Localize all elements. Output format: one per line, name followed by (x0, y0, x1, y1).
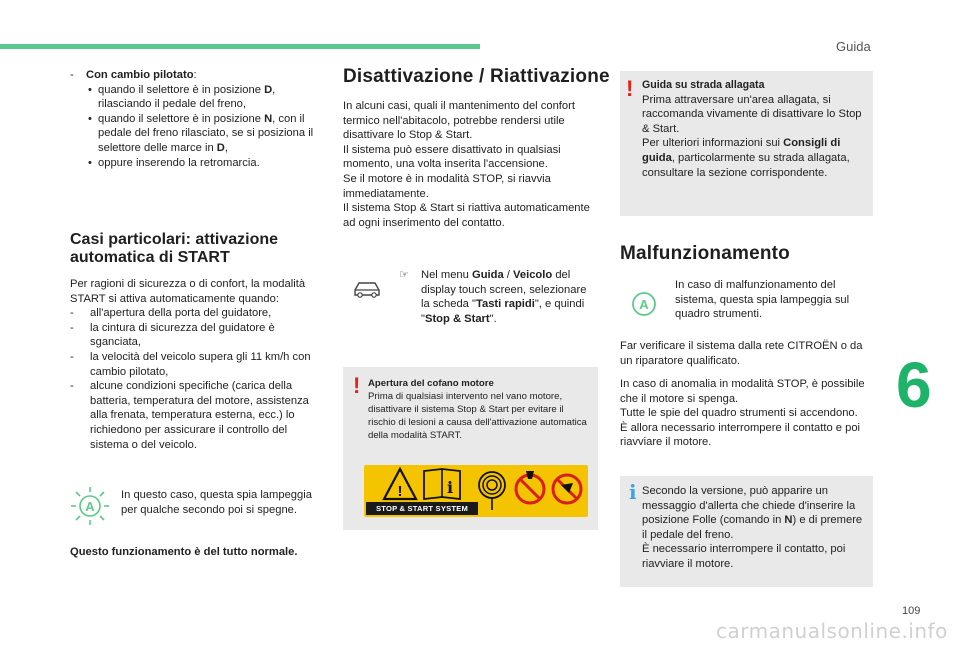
piloted-title: Con cambio pilotato (86, 69, 194, 81)
list-item: all'apertura della porta del guidatore, (90, 307, 272, 320)
list-item: la cintura di sicurezza del guidatore è sganciata, (90, 321, 275, 349)
special-cases-heading: Casi particolari: attivazione automatica di START (70, 231, 279, 266)
warning-icon: ! (626, 76, 634, 101)
deactivation-body: In alcuni casi, quali il mantenimento del confort termico nell'abitacolo, potrebbe rendersi utile disattivare lo Stop & Start. Il sistema può essere disattivato in qualsiasi momento, una volta inserita l'accensione. Se il motore è in modalità STOP, si riavvia immediatamente. Il sistema Stop & Start si riattiva automaticamente ad ogni inserimento del contatto. (343, 100, 590, 229)
chapter-number: 6 (896, 349, 932, 421)
special-cases-body: Per ragioni di sicurezza o di confort, la modalità START si attiva automaticamente quando: - all'apertura della porta del guidatore, - la cintura di sicurezza del guidatore è sganciata, - la velocità del veicolo supera gli 11 km/h con cambio pilotato, - alcune condizioni specifiche (carica della batteria, temperatura del motore, assistenza alla frenata, temperatura esterna, ecc.) lo richiedono per assicurare il controllo del sistema o del veicolo. (70, 277, 326, 452)
header-accent-bar (0, 44, 480, 49)
flooded-road-warning-box (620, 71, 873, 216)
page-number: 109 (902, 605, 921, 617)
stop-start-fault-lamp-icon (630, 290, 658, 318)
stop-start-system-label: STOP & START SYSTEM (366, 502, 478, 515)
watermark: carmanualsonline.info (716, 619, 948, 643)
neutral-info-text: Secondo la versione, può apparire un messaggio d'allerta che chiede d'inserire la posizione Folle (comando in N) e di premere il pedale del freno. È necessario interrompere il contatto, poi riavviare il motore. (642, 485, 863, 570)
list-item: la velocità del veicolo supera gli 11 km/h con cambio pilotato, (90, 350, 311, 378)
malfunction-lamp-note: In caso di malfunzionamento del sistema, questa spia lampeggia sul quadro strumenti. (675, 279, 850, 321)
lamp-flash-note: In questo caso, questa spia lampeggia per qualche secondo poi si spegne. (121, 489, 312, 516)
svg-text:!: ! (397, 483, 403, 500)
svg-text:A: A (639, 297, 649, 312)
list-item: • quando il selettore è in posizione D, rilasciando il pedale del freno, (88, 83, 276, 111)
malfunction-check-note: Far verificare il sistema dalla rete CITROËN o da un riparatore qualificato. (620, 340, 863, 367)
info-icon: i (629, 480, 637, 504)
piloted-gearbox-block: - Con cambio pilotato: • quando il selettore è in posizione D, rilasciando il pedale del freno, • quando il selettore è in posizione N, con il pedale del freno rilasciato, se si posiziona il selettore delle marce in D, • oppure inserendo la retromarcia. (70, 68, 326, 170)
bonnet-warning-text: Apertura del cofano motore Prima di qualsiasi intervento nel vano motore, disattivare il sistema Stop & Start per evitare il rischio di lesioni a causa dell'attivazione automatica della modalità START. (368, 378, 587, 441)
warning-icon: ! (353, 373, 361, 398)
car-icon (351, 276, 383, 300)
stop-mode-anomaly-note: In caso di anomalia in modalità STOP, è possibile che il motore si spenga. Tutte le spie del quadro strumenti si accendono. È allora necessario interrompere il contatto e poi riavviare il motore. (620, 378, 865, 449)
malfunction-heading: Malfunzionamento (620, 243, 790, 264)
menu-instruction: Nel menu Guida / Veicolo del display touch screen, selezionare la scheda "Tasti rapidi", e quindi "Stop & Start". (421, 269, 587, 325)
special-cases-intro: Per ragioni di sicurezza o di confort, la modalità START si attiva automaticamente quando: (70, 278, 306, 305)
section-title: Guida (836, 39, 871, 54)
normal-operation-note: Questo funzionamento è del tutto normale. (70, 546, 298, 558)
flooded-road-text: Guida su strada allagata Prima attraversare un'area allagata, si raccomanda vivamente di disattivare lo Stop & Start. Per ulteriori informazioni sui Consigli di guida, particolarmente su strada allagata, consultare la sezione corrispondente. (642, 79, 862, 179)
list-item: • oppure inserendo la retromarcia. (88, 156, 260, 169)
deactivation-heading: Disattivazione / Riattivazione (343, 66, 610, 87)
svg-text:i: i (446, 478, 454, 497)
neutral-info-box (620, 476, 873, 587)
stop-start-lamp-icon (70, 486, 110, 526)
finger-pointer-icon: ☞ (399, 269, 410, 281)
list-item: • quando il selettore è in posizione N, con il pedale del freno rilasciato, se si posiziona il selettore delle marce in D, (88, 112, 314, 154)
list-item: alcune condizioni specifiche (carica della batteria, temperatura del motore, assistenza alla frenata, temperatura esterna, ecc.) lo richiedono per assicurare il controllo del sistema o del veicolo. (90, 380, 309, 451)
hood-warning-label (364, 465, 588, 517)
svg-text:A: A (85, 499, 95, 514)
bonnet-warning-box (343, 367, 598, 530)
